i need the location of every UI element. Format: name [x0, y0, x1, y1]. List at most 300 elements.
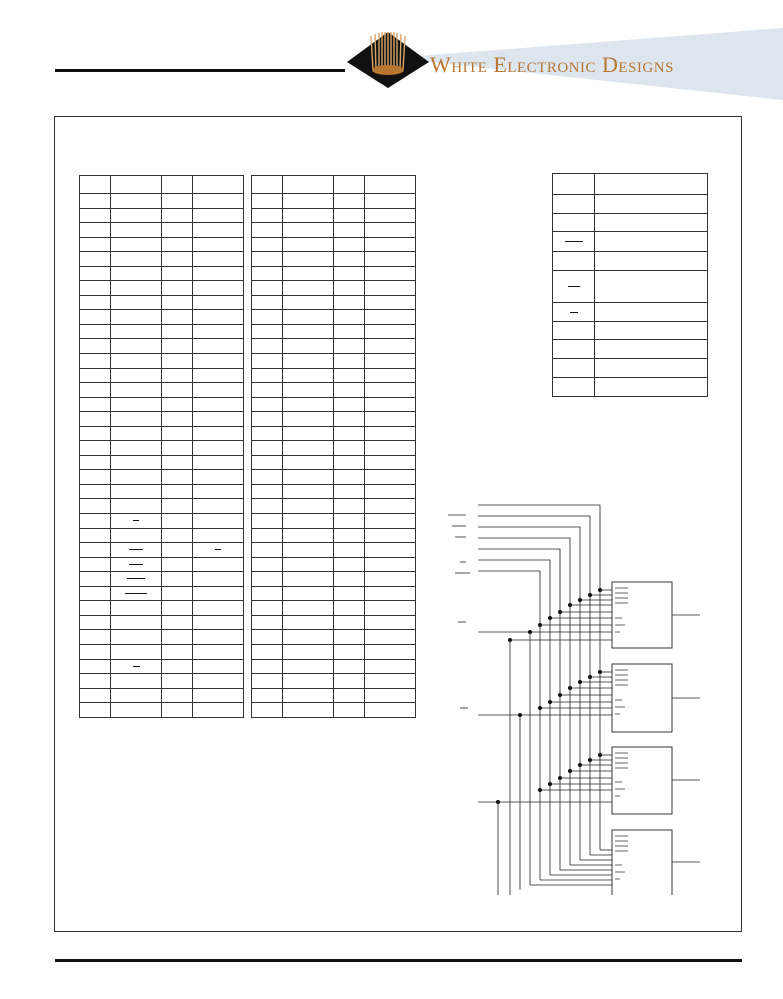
table-row: [252, 383, 416, 398]
table-cell: [334, 528, 365, 543]
table-cell: [162, 659, 193, 674]
table-cell: [252, 354, 283, 369]
signal-overbar: [133, 520, 139, 521]
table-row: [80, 397, 244, 412]
table-cell: [252, 194, 283, 209]
table-cell: [80, 484, 111, 499]
table-cell: [162, 324, 193, 339]
table-cell: [193, 514, 244, 529]
table-cell: [334, 499, 365, 514]
table-cell: [283, 630, 334, 645]
table-cell: [252, 455, 283, 470]
table-cell: [334, 354, 365, 369]
header-rule: [55, 69, 345, 72]
table-cell: [365, 324, 416, 339]
table-cell: [111, 615, 162, 630]
table-cell: [111, 703, 162, 718]
table-cell: [365, 310, 416, 325]
table-cell: [252, 426, 283, 441]
brand-name: White Electronic Designs: [430, 52, 674, 77]
table-cell: [80, 441, 111, 456]
table-cell: [162, 426, 193, 441]
table-cell: [111, 499, 162, 514]
table-cell: [111, 368, 162, 383]
table-cell: [252, 397, 283, 412]
table-row: [252, 295, 416, 310]
table-row: [553, 378, 708, 397]
table-cell: [365, 354, 416, 369]
table-cell: [162, 557, 193, 572]
table-cell: [334, 644, 365, 659]
table-cell: [111, 208, 162, 223]
table-row: [252, 310, 416, 325]
table-row: [553, 271, 708, 303]
table-cell: [283, 324, 334, 339]
table-cell: [80, 310, 111, 325]
table-cell: [162, 484, 193, 499]
table-cell: [162, 572, 193, 587]
table-cell: [365, 397, 416, 412]
table-row: [553, 359, 708, 378]
signal-overbar: [127, 578, 145, 579]
table-row: [252, 176, 416, 194]
table-row: [252, 484, 416, 499]
table-cell: [365, 339, 416, 354]
table-cell: [283, 601, 334, 616]
table-cell: [334, 470, 365, 485]
table-cell: [111, 572, 162, 587]
table-cell: [283, 615, 334, 630]
table-row: [553, 195, 708, 214]
table-cell: [111, 176, 162, 194]
table-cell: [365, 601, 416, 616]
table-cell: [283, 688, 334, 703]
table-row: [252, 324, 416, 339]
table-row: [80, 252, 244, 267]
table-cell: [193, 412, 244, 427]
table-row: [252, 601, 416, 616]
table-cell: [80, 354, 111, 369]
table-row: [553, 214, 708, 232]
table-row: [252, 397, 416, 412]
table-cell: [365, 630, 416, 645]
table-cell: [334, 703, 365, 718]
table-cell: [283, 586, 334, 601]
table-row: [80, 208, 244, 223]
table-cell: [193, 543, 244, 558]
table-cell: [283, 368, 334, 383]
table-cell: [252, 324, 283, 339]
table-cell: [334, 557, 365, 572]
table-cell: [365, 674, 416, 689]
memory-device-1: [612, 582, 672, 648]
table-cell: [283, 557, 334, 572]
table-cell: [334, 368, 365, 383]
table-cell: [283, 659, 334, 674]
table-cell: [111, 470, 162, 485]
table-row: [80, 557, 244, 572]
table-row: [252, 237, 416, 252]
signal-overbar: [133, 666, 140, 667]
table-cell: [162, 644, 193, 659]
table-cell: [80, 528, 111, 543]
table-row: [252, 281, 416, 296]
table-cell: [111, 630, 162, 645]
table-cell: [334, 572, 365, 587]
table-cell: [334, 295, 365, 310]
table-cell: [334, 339, 365, 354]
table-cell: [283, 383, 334, 398]
diagram-signal-overbars: [448, 515, 470, 708]
table-cell: [193, 426, 244, 441]
table-cell: [111, 644, 162, 659]
table-cell: [365, 455, 416, 470]
table-cell: [334, 630, 365, 645]
table-cell: [283, 528, 334, 543]
table-cell: [252, 223, 283, 238]
table-cell: [283, 426, 334, 441]
table-row: [80, 176, 244, 194]
table-row: [80, 499, 244, 514]
table-cell: [193, 310, 244, 325]
table-cell: [111, 455, 162, 470]
table-cell: [80, 703, 111, 718]
table-cell: [162, 281, 193, 296]
table-cell: [365, 572, 416, 587]
table-cell: [111, 266, 162, 281]
table-cell: [365, 237, 416, 252]
table-cell: [111, 354, 162, 369]
table-row: [553, 303, 708, 322]
table-row: [252, 194, 416, 209]
table-cell: [80, 208, 111, 223]
table-row: [252, 354, 416, 369]
table-cell: [252, 368, 283, 383]
table-row: [80, 674, 244, 689]
table-cell: [193, 601, 244, 616]
table-row: [80, 644, 244, 659]
table-cell: [252, 470, 283, 485]
table-cell: [80, 324, 111, 339]
table-cell: [365, 441, 416, 456]
table-cell: [252, 514, 283, 529]
table-cell: [80, 499, 111, 514]
table-cell: [111, 543, 162, 558]
table-cell: [111, 426, 162, 441]
table-cell: [80, 615, 111, 630]
table-cell: [283, 223, 334, 238]
table-cell: [193, 470, 244, 485]
table-cell: [283, 339, 334, 354]
table-cell: [162, 499, 193, 514]
table-cell: [283, 455, 334, 470]
table-cell: [334, 659, 365, 674]
table-cell: [162, 295, 193, 310]
table-cell: [111, 659, 162, 674]
table-cell: [193, 572, 244, 587]
table-cell: [334, 281, 365, 296]
table-cell: [334, 208, 365, 223]
table-cell: [193, 528, 244, 543]
table-row: [80, 426, 244, 441]
table-cell: [283, 674, 334, 689]
table-cell: [252, 412, 283, 427]
table-row: [252, 223, 416, 238]
table-cell: [162, 441, 193, 456]
table-cell: [283, 281, 334, 296]
table-row: [553, 252, 708, 271]
table-cell: [283, 176, 334, 194]
table-cell: [252, 484, 283, 499]
table-cell: [252, 601, 283, 616]
table-row: [252, 615, 416, 630]
table-cell: [365, 615, 416, 630]
table-row: [252, 630, 416, 645]
table-cell: [193, 252, 244, 267]
table-cell: [252, 703, 283, 718]
table-cell: [283, 237, 334, 252]
pin-description-table: [552, 173, 708, 397]
table-cell: [80, 412, 111, 427]
table-cell: [193, 397, 244, 412]
table-cell: [162, 397, 193, 412]
table-row: [80, 354, 244, 369]
table-cell: [111, 557, 162, 572]
table-cell: [193, 281, 244, 296]
table-cell: [80, 688, 111, 703]
pin-table-left-body: [80, 176, 244, 718]
table-cell: [334, 324, 365, 339]
table-row: [80, 630, 244, 645]
table-cell: [334, 426, 365, 441]
table-cell: [365, 470, 416, 485]
table-cell: [80, 281, 111, 296]
table-cell: [334, 310, 365, 325]
table-row: [80, 412, 244, 427]
table-row: [80, 615, 244, 630]
table-cell: [80, 426, 111, 441]
table-cell: [365, 223, 416, 238]
signal-overbar: [215, 549, 221, 550]
table-row: [252, 339, 416, 354]
table-cell: [252, 674, 283, 689]
table-cell: [252, 499, 283, 514]
table-cell: [334, 412, 365, 427]
table-row: [80, 441, 244, 456]
table-cell: [365, 688, 416, 703]
table-cell: [252, 659, 283, 674]
table-cell: [252, 176, 283, 194]
table-cell: [162, 630, 193, 645]
table-cell: [111, 601, 162, 616]
table-cell: [283, 266, 334, 281]
table-cell: [283, 470, 334, 485]
table-cell: [162, 208, 193, 223]
table-row: [80, 703, 244, 718]
table-cell: [252, 586, 283, 601]
table-cell: [334, 194, 365, 209]
table-cell: [193, 455, 244, 470]
table-cell: [80, 674, 111, 689]
table-cell: [334, 688, 365, 703]
pin-table-right: [251, 175, 416, 718]
table-cell: [162, 615, 193, 630]
table-row: [80, 572, 244, 587]
table-cell: [111, 688, 162, 703]
table-row: [252, 441, 416, 456]
table-row: [553, 322, 708, 340]
pin-table-right-body: [252, 176, 416, 718]
table-cell: [80, 339, 111, 354]
table-cell: [334, 484, 365, 499]
table-cell: [365, 281, 416, 296]
table-cell: [334, 383, 365, 398]
table-cell: [283, 412, 334, 427]
table-row: [80, 383, 244, 398]
table-cell: [111, 383, 162, 398]
table-cell: [111, 194, 162, 209]
table-cell: [334, 586, 365, 601]
table-row: [252, 514, 416, 529]
table-row: [80, 281, 244, 296]
table-cell: [334, 176, 365, 194]
table-cell: [365, 252, 416, 267]
table-cell: [193, 223, 244, 238]
table-cell: [365, 557, 416, 572]
table-cell: [365, 368, 416, 383]
table-cell: [365, 484, 416, 499]
table-cell: [193, 484, 244, 499]
table-cell: [80, 176, 111, 194]
table-row: [80, 295, 244, 310]
table-cell: [80, 397, 111, 412]
table-cell: [162, 514, 193, 529]
table-row: [80, 586, 244, 601]
table-cell: [365, 586, 416, 601]
table-cell: [252, 310, 283, 325]
table-row: [252, 572, 416, 587]
table-cell: [162, 455, 193, 470]
table-row: [80, 237, 244, 252]
table-row: [553, 340, 708, 359]
table-cell: [162, 586, 193, 601]
table-cell: [193, 441, 244, 456]
table-row: [80, 455, 244, 470]
table-cell: [252, 615, 283, 630]
table-row: [252, 586, 416, 601]
table-cell: [193, 383, 244, 398]
table-cell: [162, 310, 193, 325]
table-cell: [80, 368, 111, 383]
signal-overbar: [129, 564, 143, 565]
table-cell: [193, 208, 244, 223]
table-cell: [252, 528, 283, 543]
table-row: [252, 412, 416, 427]
table-cell: [193, 703, 244, 718]
table-cell: [193, 659, 244, 674]
table-cell: [283, 194, 334, 209]
table-cell: [111, 281, 162, 296]
table-cell: [252, 339, 283, 354]
table-cell: [193, 615, 244, 630]
table-cell: [334, 252, 365, 267]
table-cell: [193, 688, 244, 703]
table-cell: [252, 557, 283, 572]
table-row: [80, 194, 244, 209]
table-cell: [334, 674, 365, 689]
table-cell: [80, 514, 111, 529]
table-row: [80, 514, 244, 529]
table-cell: [111, 252, 162, 267]
table-row: [252, 208, 416, 223]
table-cell: [162, 354, 193, 369]
table-cell: [111, 339, 162, 354]
table-cell: [193, 557, 244, 572]
table-cell: [193, 368, 244, 383]
table-cell: [111, 528, 162, 543]
signal-overbar: [125, 593, 147, 594]
table-row: [252, 470, 416, 485]
table-cell: [193, 644, 244, 659]
table-cell: [193, 499, 244, 514]
table-cell: [334, 266, 365, 281]
table-cell: [283, 499, 334, 514]
memory-device-3: [612, 747, 672, 814]
table-row: [553, 232, 708, 252]
table-row: [252, 644, 416, 659]
table-cell: [334, 615, 365, 630]
table-cell: [162, 528, 193, 543]
table-cell: [80, 223, 111, 238]
table-cell: [80, 601, 111, 616]
table-row: [252, 266, 416, 281]
table-cell: [252, 441, 283, 456]
block-diagram: [440, 495, 710, 895]
table-cell: [80, 470, 111, 485]
table-row: [80, 470, 244, 485]
table-cell: [162, 176, 193, 194]
footer-rule: [55, 959, 742, 962]
table-cell: [365, 412, 416, 427]
table-cell: [162, 543, 193, 558]
diagram-junctions: [496, 588, 602, 804]
table-cell: [80, 266, 111, 281]
table-cell: [80, 630, 111, 645]
table-cell: [365, 703, 416, 718]
table-cell: [111, 441, 162, 456]
table-cell: [252, 688, 283, 703]
table-cell: [334, 601, 365, 616]
table-cell: [162, 601, 193, 616]
table-cell: [365, 383, 416, 398]
table-cell: [334, 514, 365, 529]
table-cell: [283, 441, 334, 456]
table-cell: [80, 659, 111, 674]
table-cell: [111, 310, 162, 325]
pin-table-left: [79, 175, 244, 718]
table-row: [252, 543, 416, 558]
table-cell: [80, 237, 111, 252]
table-cell: [283, 644, 334, 659]
table-cell: [80, 557, 111, 572]
table-cell: [252, 630, 283, 645]
table-row: [80, 223, 244, 238]
table-cell: [252, 295, 283, 310]
table-cell: [283, 354, 334, 369]
table-cell: [111, 397, 162, 412]
signal-overbar: [129, 549, 143, 550]
table-cell: [252, 281, 283, 296]
